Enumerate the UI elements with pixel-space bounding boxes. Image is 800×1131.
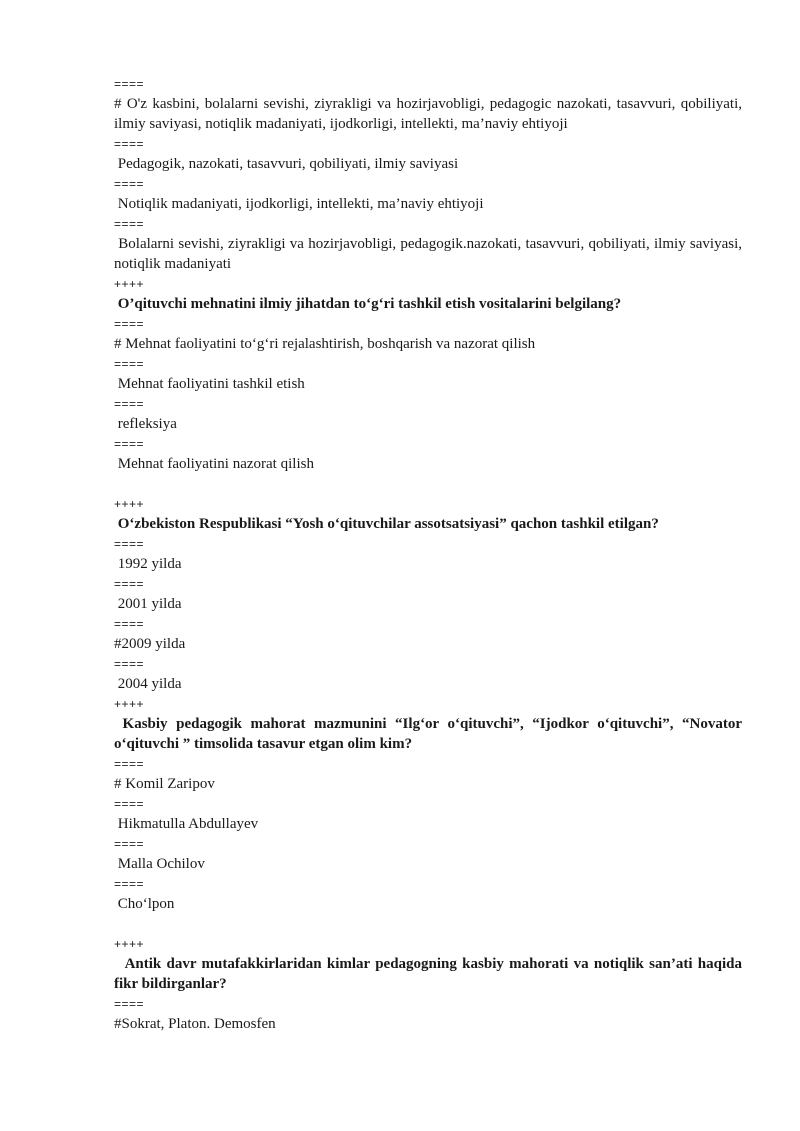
answer-separator: ==== [114, 877, 145, 891]
answer-separator: ==== [114, 757, 145, 771]
correct-answer-option: #2009 yilda [114, 636, 186, 652]
question-text: O’qituvchi mehnatini ilmiy jihatdan to‘g‘ri tashkil etish vositalarini belgilang? [114, 296, 622, 312]
question-separator: ++++ [114, 937, 145, 951]
answer-option: Mehnat faoliyatini tashkil etish [114, 376, 305, 392]
answer-option: Malla Ochilov [114, 856, 205, 872]
answer-separator: ==== [114, 997, 145, 1011]
answer-option: Pedagogik, nazokati, tasavvuri, qobiliyati, ilmiy saviyasi [114, 156, 459, 172]
answer-option: Cho‘lpon [114, 896, 175, 912]
answer-separator: ==== [114, 397, 145, 411]
question-text: Kasbiy pedagogik mahorat mazmunini “Ilg‘or o‘qituvchi”, “Ijodkor o‘qituvchi”, “Novator o‘qituvchi ” timsolida tasavur etgan olim kim? [114, 716, 746, 752]
question-separator: ++++ [114, 497, 145, 511]
answer-option: Mehnat faoliyatini nazorat qilish [114, 456, 314, 472]
answer-separator: ==== [114, 657, 145, 671]
answer-option: Bolalarni sevishi, ziyrakligi va hozirjavobligi, pedagogik.nazokati, tasavvuri, qobiliyati, ilmiy saviyasi, notiqlik madaniyati [114, 236, 746, 272]
answer-separator: ==== [114, 617, 145, 631]
question-separator: ++++ [114, 277, 145, 291]
answer-separator: ==== [114, 577, 145, 591]
document-page [114, 74, 746, 1034]
correct-answer-option: # Mehnat faoliyatini to‘g‘ri rejalashtirish, boshqarish va nazorat qilish [114, 336, 536, 352]
correct-answer-option: # O'z kasbini, bolalarni sevishi, ziyrakligi va hozirjavobligi, pedagogic nazokati, tasavvuri, qobiliyati, ilmiy saviyasi, notiqlik madaniyati, ijodkorligi, intellekti, ma’naviy ehtiyoji [114, 96, 746, 132]
blank-line [114, 474, 742, 494]
answer-separator: ==== [114, 837, 145, 851]
answer-separator: ==== [114, 357, 145, 371]
answer-separator: ==== [114, 177, 145, 191]
answer-separator: ==== [114, 537, 145, 551]
question-separator: ++++ [114, 697, 145, 711]
question-text: Antik davr mutafakkirlaridan kimlar pedagogning kasbiy mahorati va notiqlik san’ati haqida fikr bildirganlar? [114, 956, 746, 992]
answer-option: Notiqlik madaniyati, ijodkorligi, intellekti, ma’naviy ehtiyoji [114, 196, 484, 212]
answer-separator: ==== [114, 317, 145, 331]
answer-separator: ==== [114, 797, 145, 811]
answer-option: 2001 yilda [114, 596, 182, 612]
correct-answer-option: # Komil Zaripov [114, 776, 215, 792]
answer-option: 1992 yilda [114, 556, 182, 572]
answer-option: 2004 yilda [114, 676, 182, 692]
answer-separator: ==== [114, 437, 145, 451]
answer-separator: ==== [114, 77, 145, 91]
correct-answer-option: #Sokrat, Platon. Demosfen [114, 1016, 276, 1032]
answer-separator: ==== [114, 217, 145, 231]
answer-option: refleksiya [114, 416, 177, 432]
blank-line [114, 914, 742, 934]
question-text: O‘zbekiston Respublikasi “Yosh o‘qituvchilar assotsatsiyasi” qachon tashkil etilgan? [114, 516, 659, 532]
answer-option: Hikmatulla Abdullayev [114, 816, 259, 832]
answer-separator: ==== [114, 137, 145, 151]
